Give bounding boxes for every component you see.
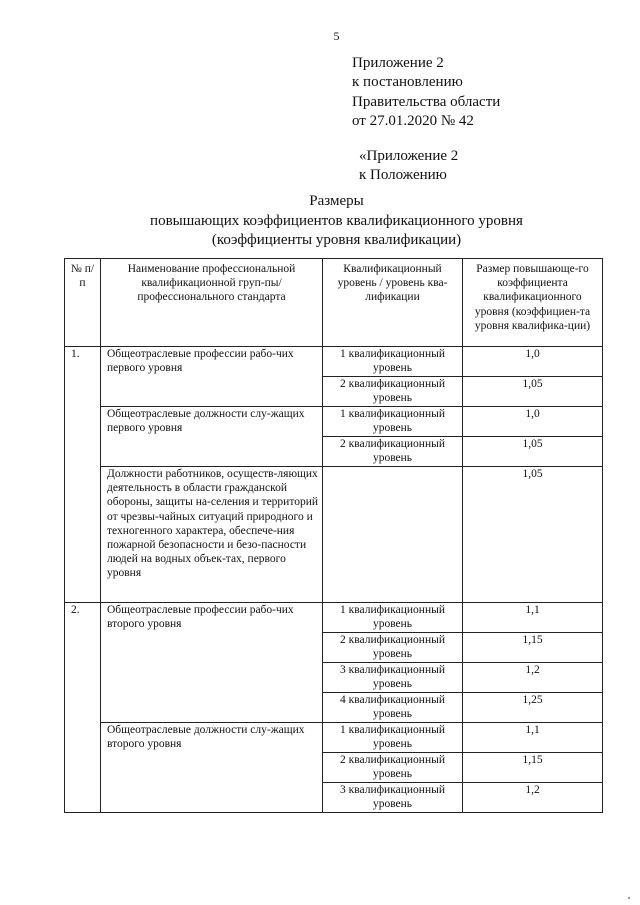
coefficient-value: 1,2 (463, 663, 603, 693)
row-number: 1. (65, 347, 101, 603)
header-num: № п/п (65, 259, 101, 347)
coefficient-value: 1,15 (463, 633, 603, 663)
appendix-line: к постановлению (352, 74, 463, 91)
coefficient-value: 1,05 (463, 437, 603, 467)
qualification-level (323, 467, 463, 603)
table-header-row (65, 259, 603, 347)
table-row (65, 407, 603, 437)
coefficient-value: 1,05 (463, 467, 603, 603)
qualification-level: 1 квалификационный уровень (323, 603, 463, 633)
header-coefficient: Размер повышающе-го коэффициента квалификационного уровня (коэффициен-та уровня квалифика-ции) (463, 259, 603, 347)
appendix-block (352, 54, 500, 131)
qualification-level: 1 квалификационный уровень (323, 407, 463, 437)
title-line: (коэффициенты уровня квалификации) (211, 232, 462, 248)
qualification-level: 2 квалификационный уровень (323, 753, 463, 783)
coefficient-value: 1,05 (463, 377, 603, 407)
coefficients-table (64, 258, 603, 813)
group-name: Общеотраслевые должности слу-жащих первого уровня (101, 407, 323, 467)
qualification-level: 2 квалификационный уровень (323, 633, 463, 663)
group-name: Общеотраслевые профессии рабо-чих первого уровня (101, 347, 323, 407)
coefficient-value: 1,1 (463, 603, 603, 633)
qualification-level: 3 квалификационный уровень (323, 663, 463, 693)
appendix-line: «Приложение 2 (359, 148, 459, 164)
coefficient-value: 1,1 (463, 723, 603, 753)
title-line: повышающих коэффициентов квалификационного уровня (150, 212, 523, 229)
group-name: Общеотраслевые профессии рабо-чих второго уровня (101, 603, 323, 723)
header-level: Квалификационный уровень / уровень ква-лификации (323, 259, 463, 347)
group-name: Должности работников, осуществ-ляющих деятельность в области гражданской обороны, защиты на-селения и территорий от чрезвы-чайных ситуаций природного и техногенного характера, обеспече-ния пожарной безопасности и безо-пасности людей на водных объек-тах, первого уровня (101, 467, 323, 603)
appendix-line: Правительства области (352, 93, 501, 110)
appendix-to-regulation-block (359, 147, 458, 185)
group-name: Общеотраслевые должности слу-жащих второго уровня (101, 723, 323, 813)
qualification-level: 2 квалификационный уровень (323, 377, 463, 407)
document-title (0, 192, 640, 251)
appendix-line: к Положению (359, 167, 447, 183)
header-name: Наименование профессиональной квалификационной груп-пы/профессионального стандарта (101, 259, 323, 347)
table-row (65, 723, 603, 753)
coefficient-value: 1,15 (463, 753, 603, 783)
scan-dot (628, 897, 630, 899)
coefficient-value: 1,0 (463, 407, 603, 437)
qualification-level: 2 квалификационный уровень (323, 437, 463, 467)
coefficient-value: 1,2 (463, 783, 603, 813)
table-row (65, 347, 603, 377)
coefficient-value: 1,25 (463, 693, 603, 723)
table-row (65, 467, 603, 603)
coefficient-value: 1,0 (463, 347, 603, 377)
row-number: 2. (65, 603, 101, 813)
title-line: Размеры (309, 193, 364, 209)
table-body (65, 347, 603, 813)
appendix-line: Приложение 2 (352, 55, 444, 71)
qualification-level: 1 квалификационный уровень (323, 347, 463, 377)
qualification-level: 1 квалификационный уровень (323, 723, 463, 753)
page-number: 5 (333, 29, 340, 43)
qualification-level: 3 квалификационный уровень (323, 783, 463, 813)
table-row (65, 603, 603, 633)
qualification-level: 4 квалификационный уровень (323, 693, 463, 723)
appendix-line: от 27.01.2020 № 42 (352, 112, 474, 129)
